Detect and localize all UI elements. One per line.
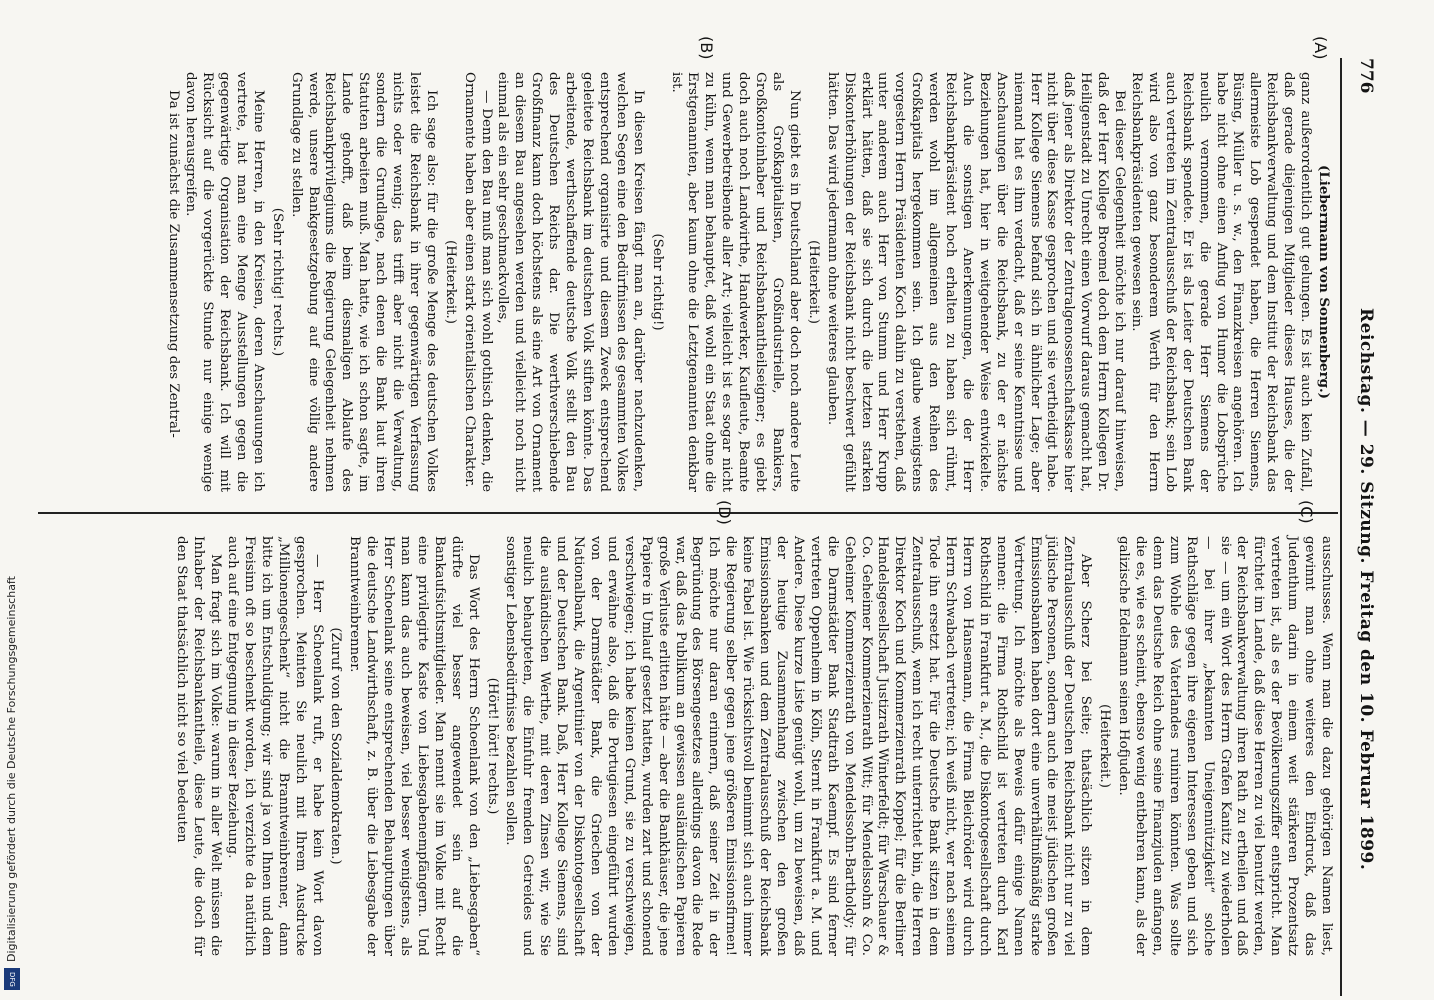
paragraph: Nun giebt es in Deutschland aber doch noch andere Leute als Großkapitalisten, Großindustrielle, Bankiers, Großkontoinhaber und Reichsbankantheilseigner; es giebt doch auch noch Landwirthe, Handwerker, Kaufleute, Beamte und Gewerbetreibende aller Art; vielleicht ist es sogar nicht zu kühn, wenn man behauptet, daß wohl ein Staat ohne die Erstgenannten, aber kaum ohne die Letztgenannten denkbar ist. <box>668 72 802 492</box>
paragraph: In diesen Kreisen fängt man an, darüber nachzudenken, welchen Segen eine den Bedürfnissen des gesammten Volkes entsprechend organisirte und diesem Zweck entsprechend geleitete Reichsbank im deutschen Volk stiften könnte. Das arbeitende, werthschaffende deutsche Volk stellt den Bau des Deutschen Reichs dar. Die werthverschiebende Großfinanz kann doch höchstens als eine Art von Ornament an diesem Bau angesehen werden und vielleicht noch nicht einmal als ein sehr geschmackvolles, <box>495 72 646 492</box>
digitization-footer <box>4 2 22 992</box>
header-rule <box>1340 58 1342 996</box>
interjection: (Sehr richtig! rechts.) <box>269 207 285 357</box>
paragraph: Da ist zunächst die Zusammensetzung des Zentral- <box>166 90 182 438</box>
paragraph: Aber Scherz bei Seite; thatsächlich sitzen in dem Zentralausschuß der Deutschen Reichsbank nicht nur zu viel jüdische Personen, sondern auch die meist jüdischen großen Emissionsbanken haben dort eine unverhältnißmäßig starke Vertretung. Ich möchte als Beweis dafür einige Namen nennen: die Firma Rothschild ist vertreten durch Karl Rothschild in Frankfurt a. M., die Diskontogesellschaft durch Herrn von Hansemann, die Firma Bleichröder wird durch Herrn Schwabach vertreten; ich weiß nicht, wer nach seinem Tode ihn ersetzt hat. Für die Deutsche Bank sitzen in dem Zentralausschuß, wenn ich recht unterrichtet bin, die Herren Direktor Koch und Kommerzienrath Koppel; für die Berliner Handelsgesellschaft Justizrath Winterfeldt; für Warschauer & Co. Geheimer Kommerzienrath Witt; für Mendelssohn & Co. Geheimer Kommerzienrath von Mendelssohn-Bartholdy; für die Darmstädter Bank Stadtrath Kaempf. Es sind ferner vertreten Oppenheim in Köln, Sternt in Frankfurt a. M. und Andere. Diese kurze Liste genügt wohl, um zu beweisen, daß der heutige Zusammenhang zwischen den großen Emissionsbanken und dem Zentralausschuß der Reichsbank keine Fabel ist. Wie rücksichtsvoll benimmt sich auch immer die Regierung selber gegen jene größeren Emissionsfirmen! Ich möchte nur daran erinnern, daß seiner Zeit in der Begründung des Börsengesetzes allerdings davon die Rede war, daß das Publikum an gewissen ausländischen Papieren große Verluste erlitten hätte — aber die Bankhäuser, die jene Papiere in Umlauf gesetzt hatten, wurden zart und schonend verschwiegen; ich habe keinen Grund, sie zu verschweigen, und erwähne also, daß die Portugiesen eingeführt wurden von der Darmstädter Bank, die Griechen von der Nationalbank, die Argentinier von der Diskontogesellschaft und der Deutschen Bank. Daß, Herr Kollege Siemens, sind die ausländischen Werthe, mit deren Zinsen wir, wie Sie neulich behaupteten, die Einfuhr fremden Getreides und sonstiger Lebensbedürfnisse bezahlen sollen. <box>503 536 1094 956</box>
page-number: 776 <box>1356 58 1376 94</box>
paragraph: ausschusses. Wenn man die dazu gehörigen Namen liest, gewinnt man ohne weiteres den Eindruck, daß das Judenthum darin in einem weit stärkeren Prozentsatz vertreten ist, als es der Bevölkerungsziffer entspricht. Man fürchtet im Lande, daß diese Herren zu viel benutzt werden, der Reichsbankverwaltung ihren Rath zu ertheilen und daß sie — um ein Wort des Herrn Grafen Kanitz zu wiederholen — bei ihrer „bekannten Uneigennützigkeit“ solche Rathschläge gegen ihre eigenen Interessen geben und sich zum Wohle des Vaterlandes ruiniren könnten. Was sollte denn das Deutsche Reich ohne seine Finanzjuden anfangen, die es, wie es scheint, ebenso wenig entbehren kann, als der galizische Edelmann seinen Hofjuden. <box>1116 536 1334 956</box>
dfg-logo-icon: DFG <box>4 968 20 990</box>
paragraph: — Herr Schoenlank ruft, er habe kein Wort davon gesprochen. Meinten Sie neulich mit Ihrem Ausdrucke „Millionengeschenk“ nicht die Branntweinbrenner, dann bitte ich um Entschuldigung; wir sind ja von Ihnen und dem Freisinn oft so beschenkt worden, ich verzichte da natürlich auch auf eine Entgegnung in dieser Beziehung. <box>225 536 325 956</box>
left-column <box>164 72 1334 492</box>
margin-mark-a: (A) <box>1311 36 1330 60</box>
margin-mark-d: (D) <box>715 500 734 525</box>
speaker-name: (Liebermann von Sonnenberg.) <box>1316 164 1332 399</box>
margin-mark-b: (B) <box>697 36 716 60</box>
paragraph: Das Wort des Herrn Schoenlank von den „Liebesgaben“ dürfte viel besser angewendet sein auf die Bankaufsichtsmitglieder. Man nennt sie im Volke mit Recht eine privilegirte Kaste von Liebesgabenempfängern. Und man kann das auch beweisen, viel besser wenigstens, als Herr Schoenlank seine entsprechenden Behauptungen über die deutsche Landwirthschaft, z. B. über die Liebesgabe der Branntweinbrenner. <box>347 536 481 956</box>
interjection: (Heiterkeit.) <box>1097 704 1113 788</box>
paragraph: Ich sage also: für die große Menge des deutschen Volkes leistet die Reichsbank in ihrer gegenwärtigen Verfassung nichts oder wenig; das trifft aber nicht die Verwaltung, sondern die Grundlage, nach denen die Bank laut ihren Statuten arbeiten muß. Man hatte, wie ich schon sagte, im Lande gehofft, daß beim diesmaligen Ablaufe des Reichsbankprivilegiums die Regierung Gelegenheit nehmen werde, unsere Bankgesetzgebung auf eine völlig andere Grundlage zu stellen. <box>288 72 439 492</box>
interjection: (Sehr richtig!) <box>649 233 665 331</box>
interjection: (Heiterkeit.) <box>805 240 821 324</box>
paragraph: ganz außerordentlich gut gelungen. Es ist auch kein Zufall, daß gerade diejenigen Mitglieder dieses Hauses, die der Reichsbankverwaltung und dem Institut der Reichsbank das allermeiste Lob gespendet haben, die Herren Siemens, Büsing, Müller u. s. w., den Finanzkreisen angehören. Ich habe nicht ohne einen Anflug von Humor die Lobsprüche neulich vernommen, die gerade Herr Siemens der Reichsbank spendete. Er ist als Leiter der Deutschen Bank auch vertreten im Zentralausschuß der Reichsbank; sein Lob wird also von ganz besonderem Werth für den Herrn Reichsbankpräsidenten gewesen sein. <box>1129 72 1314 492</box>
header-title: Reichstag. — 29. Sitzung. Freitag den 10. Februar 1899. <box>1356 308 1376 871</box>
paragraph: Bei dieser Gelegenheit möchte ich nur darauf hinweisen, daß der Herr Kollege Broemel doch dem Herrn Kollegen Dr. Heiligenstadt zu Unrecht einen Vorwurf daraus gemacht hat, daß jener als Direktor der Zentralgenossenschaftskasse hier nicht über diese Kasse gesprochen und sie vertheidigt habe. Herr Kollege Siemens befand sich in ähnlicher Lage; aber niemand hat es ihm verdacht, daß er seine Kenntnisse und Anschauungen über die Reichsbank, zu der er nächste Beziehungen hat, hier in weitgehender Weise entwickelte. Auch die sonstigen Anerkennungen, die der Herr Reichsbankpräsident hoch erhalten zu haben sich rühmt, werden wohl im allgemeinen aus den Reihen des Großkapitals hergekommen sein. Ich glaube wenigstens vorgestern Herrn Präsidenten Koch dahin zu verstehen, daß unter anderem auch Herr von Stumm und Herr Krupp erklärt hätten, daß sie sich durch die letzten starken Diskonterhöhungen der Reichsbank nicht beschwert gefühlt hätten. Das wird jedermann ohne weiteres glauben. <box>824 72 1128 492</box>
column-divider <box>38 512 1338 514</box>
margin-mark-c: (C) <box>1297 500 1316 524</box>
paragraph: Meine Herren, in den Kreisen, deren Anschauungen ich vertrete, hat man eine Menge Ausstellungen gegen die gegenwärtige Organisation der Reichsbank. Ich will mit Rücksicht auf die vorgerückte Stunde nur einige wenige davon herausgreifen. <box>183 72 266 492</box>
paragraph: — Denn den Bau muß man sich wohl gothisch denken, die Ornamente haben aber einen stark orientalischen Charakter. <box>461 72 494 492</box>
interjection: (Hört! hört! rechts.) <box>484 677 500 815</box>
paragraph: Man fragt sich im Volke: warum in aller Welt müssen die Inhaber der Reichsbankantheile, diese Leute, die doch für den Staat thatsächlich nicht so viel bedeuten <box>174 536 224 956</box>
digitization-credit: Digitalisierung gefördert durch die Deutsche Forschungsgemeinschaft <box>5 576 18 962</box>
right-column <box>172 536 1334 956</box>
interjection: (Heiterkeit.) <box>442 240 458 324</box>
interjection: (Zuruf von den Sozialdemokraten.) <box>328 627 344 865</box>
page-header <box>1342 58 1376 998</box>
